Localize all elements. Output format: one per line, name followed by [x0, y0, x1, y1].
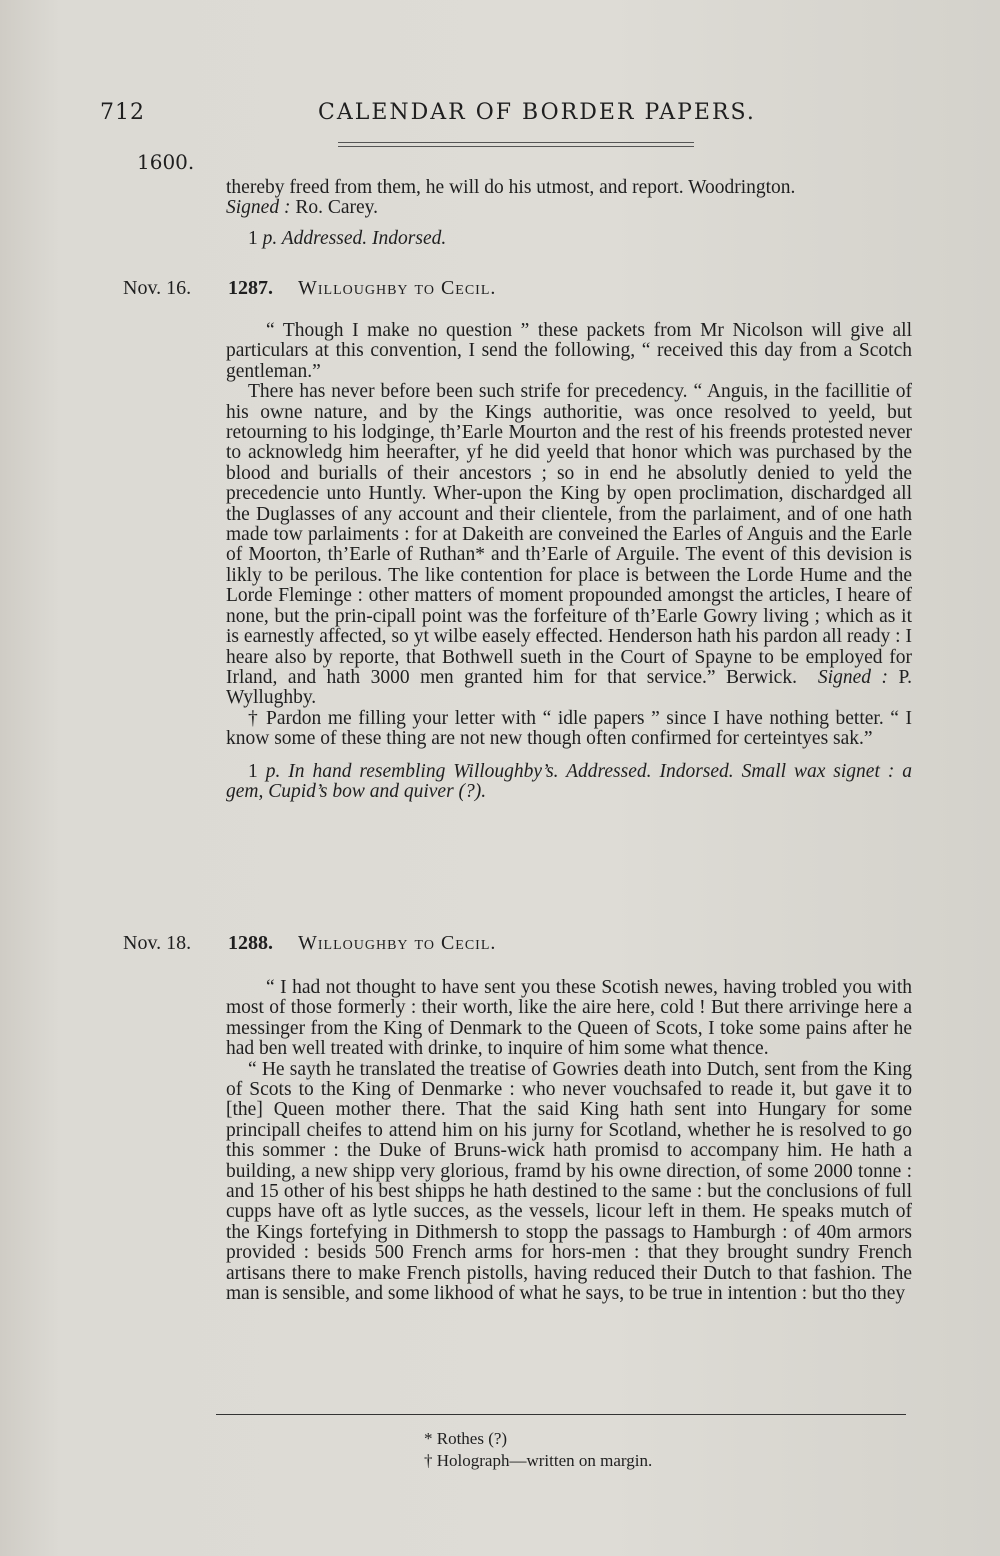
carryover-signed — [226, 198, 912, 218]
entry-heading-1288 — [0, 932, 1000, 958]
entry-number: 1287. — [228, 277, 273, 299]
paragraph: † Pardon me filling your letter with “ idle papers ” since I have nothing better. “ I know some of these thing are not new though often confirmed for certeintyes sak.” — [226, 707, 912, 750]
entry-title: Willoughby to Cecil. — [298, 932, 497, 954]
entry-1287-body — [226, 321, 912, 802]
signed-name: P. Wyllughby. — [226, 666, 913, 709]
entry-1288-body — [226, 978, 912, 1305]
footnote-rule — [216, 1414, 906, 1415]
page-number: 712 — [100, 100, 145, 125]
signed-name: Ro. Carey. — [290, 197, 379, 219]
running-title: CALENDAR OF BORDER PAPERS. — [318, 100, 756, 125]
paragraph: There has never before been such strife for precedency. “ Anguis, in the facillitie of his owne nature, and by the Kings authoritie, was once resolved to yeeld, but retourning to his lodginge, th’Earle Mourton and the rest of his freends protested never to acknowledg him heerafter, yf he did yeeld that honor which was purchased by the blood and burialls of their ancestors ; so in end he absolutly denied to yeld the precedencie unto Huntly. Wher-upon the King by open proclimation, dischardged all the Duglasses of any account and their clientele, from the parlaiment, and of one hath made tow parlaiments : for at Dakeith are conveined the Earles of Anguis and the Earle of Moorton, th’Earle of Ruthan* and th’Earle of Arguile. The event of this devision is likly to be perilous. The like contention for place is between the Lorde Hume and the Lorde Fleminge : other matters of moment propounded amongst the articles, I heare of none, but the prin-cipall point was the forfeiture of th’Earle Gowry living ; which as it is earnestly affected, so yt wilbe easely effected. Henderson hath his pardon all ready : I heare also by reporte, that Bothwell sueth in the Court of Spayne to be employed for Irland, and hath 3000 men granted him for that service.” Berwick. Signed : P. Wyllughby. — [226, 381, 913, 709]
paragraph: “ He sayth he translated the treatise of Gowries death into Dutch, sent from the King of Scots to the King of Denmarke : who never vouchsafed to reade it, but gave it to [the] Queen mother there. That the said King hath sent into Hungary for some principall cheifes to attend him on his jurny for Scotland, whether he is resolved to go this sommer : the Duke of Bruns-wick hath promisd to accompany him. He hath a building, a new shipp very glorious, framd by his owne direction, of some 2000 tonne : and 15 other of his best shipps he hath destined to the same : but the conclusions of full cupps have oft as lytle succes, as the vessels, licour left in them. He speaks mutch of the Kings fortefying in Dithmersh to stopp the passags to Hamburgh : of 40m armors provided : besids 500 French arms for hors-men : that they brought sundry French artisans there to make French pistolls, having reduced their Dutch to that fashion. The man is sensible, and some likhood of what he says, to be true in intention : but tho they — [226, 1058, 912, 1305]
header-rule — [338, 142, 694, 147]
entry-description: 1 p. In hand resembling Willoughby’s. Addressed. Indorsed. Small wax signet : a gem, Cupid’s bow and quiver (?). — [226, 760, 913, 802]
entry-number: 1288. — [228, 932, 273, 954]
carryover-description: 1 p. Addressed. Indorsed. — [248, 227, 447, 249]
signed-label: Signed : — [226, 197, 291, 219]
signed-label: Signed : — [817, 666, 888, 688]
paragraph: “ Though I make no question ” these packets from Mr Nicolson will give all particulars at this convention, I send the following, “ received this day from a Scotch gentleman.” — [226, 320, 912, 382]
footnotes — [424, 1428, 652, 1472]
carryover-line: thereby freed from them, he will do his utmost, and report. Woodrington. — [226, 177, 796, 198]
entry-title: Willoughby to Cecil. — [298, 277, 497, 299]
footnote: † Holograph—written on margin. — [424, 1451, 653, 1470]
carryover-text — [226, 178, 912, 249]
entry-date: Nov. 16. — [123, 277, 192, 299]
paragraph: “ I had not thought to have sent you these Scotish newes, having trobled you with most of those formerly : their worth, like the aire here, cold ! But there arrivinge here a messinger from the King of Denmark to the Queen of Scots, I toke some pains after he had ben well treated with drinke, to inquire of him some what thence. — [226, 977, 912, 1060]
margin-year: 1600. — [137, 150, 195, 174]
footnote: * Rothes (?) — [424, 1429, 508, 1448]
page-header — [100, 100, 920, 140]
entry-date: Nov. 18. — [123, 932, 192, 954]
entry-heading-1287 — [0, 277, 1000, 303]
